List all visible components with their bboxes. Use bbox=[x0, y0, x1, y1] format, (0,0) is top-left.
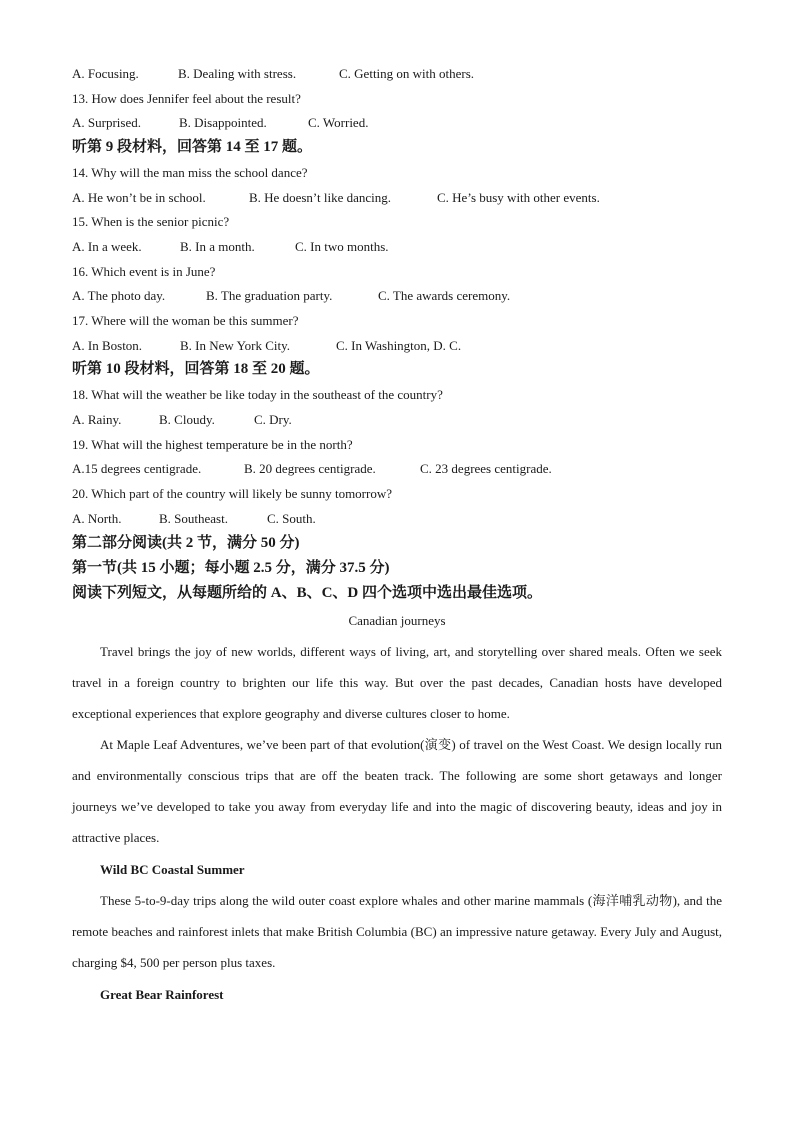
question-16: 16. Which event is in June? bbox=[72, 264, 216, 279]
q12-options bbox=[72, 66, 474, 82]
option-a[interactable]: A. Rainy. bbox=[72, 412, 122, 427]
option-b[interactable]: B. The graduation party. bbox=[206, 288, 333, 303]
option-a[interactable]: A. Surprised. bbox=[72, 115, 141, 130]
option-c[interactable]: C. 23 degrees centigrade. bbox=[420, 461, 552, 476]
option-a[interactable]: A. In Boston. bbox=[72, 338, 143, 353]
option-c[interactable]: C. Dry. bbox=[254, 412, 292, 427]
question-18: 18. What will the weather be like today in the southeast of the country? bbox=[72, 387, 443, 402]
option-a[interactable]: A. The photo day. bbox=[72, 288, 166, 303]
question-17: 17. Where will the woman be this summer? bbox=[72, 313, 299, 328]
q18-options bbox=[72, 412, 292, 428]
option-c[interactable]: C. South. bbox=[267, 511, 316, 526]
passage-paragraph-2: At Maple Leaf Adventures, we’ve been part of that evolution(演变) of travel on the West Coast. We design locally run and environmentally conscious trips that are off the beaten track. The following are some short getaways and longer journeys we’ve developed to take you away from everyday life and into the magic of discovering beauty, ideas and joy in attractive places. bbox=[72, 737, 722, 845]
reading-instruction: 阅读下列短文，从每题所给的 A、B、C、D 四个选项中选出最佳选项。 bbox=[72, 585, 543, 601]
q13-options bbox=[72, 115, 368, 131]
option-b[interactable]: B. 20 degrees centigrade. bbox=[244, 461, 376, 476]
option-a[interactable]: A. He won’t be in school. bbox=[72, 190, 206, 205]
option-c[interactable]: C. He’s busy with other events. bbox=[437, 190, 600, 205]
q15-options bbox=[72, 239, 389, 255]
option-b[interactable]: B. In New York City. bbox=[180, 338, 291, 353]
option-a[interactable]: A.15 degrees centigrade. bbox=[72, 461, 202, 476]
part-2-heading: 第二部分阅读(共 2 节，满分 50 分) bbox=[72, 535, 300, 551]
option-c[interactable]: C. In two months. bbox=[295, 239, 389, 254]
q14-options bbox=[72, 190, 600, 206]
part-2-section-1-heading: 第一节(共 15 小题；每小题 2.5 分，满分 37.5 分) bbox=[72, 560, 390, 576]
passage-paragraph-3: These 5-to-9-day trips along the wild outer coast explore whales and other marine mammals (海洋哺乳动物), and the remote beaches and rainforest inlets that make British Columbia (BC) an impressive nature getaway. Every July and August, charging $4, 500 per person plus taxes. bbox=[72, 893, 722, 970]
question-13: 13. How does Jennifer feel about the result? bbox=[72, 91, 301, 106]
passage-paragraph-1: Travel brings the joy of new worlds, different ways of living, art, and storytelling over shared meals. Often we seek travel in a foreign country to brighten our life this way. But over the past decades, Canadian hosts have developed exceptional experiences that explore geography and diverse cultures closer to home. bbox=[72, 644, 722, 721]
section-9-heading: 听第 9 段材料，回答第 14 至 17 题。 bbox=[72, 139, 313, 155]
passage-title: Canadian journeys bbox=[348, 613, 446, 628]
option-b[interactable]: B. Southeast. bbox=[159, 511, 228, 526]
option-c[interactable]: C. Worried. bbox=[308, 115, 369, 130]
question-15: 15. When is the senior picnic? bbox=[72, 214, 230, 229]
section-10-heading: 听第 10 段材料，回答第 18 至 20 题。 bbox=[72, 361, 320, 377]
q16-options bbox=[72, 288, 510, 304]
option-b[interactable]: B. Cloudy. bbox=[159, 412, 215, 427]
option-c[interactable]: C. The awards ceremony. bbox=[378, 288, 511, 303]
option-a[interactable]: A. North. bbox=[72, 511, 122, 526]
question-20: 20. Which part of the country will likely be sunny tomorrow? bbox=[72, 486, 392, 501]
option-b[interactable]: B. He doesn’t like dancing. bbox=[249, 190, 392, 205]
option-b[interactable]: B. Dealing with stress. bbox=[178, 66, 297, 81]
question-14: 14. Why will the man miss the school dance? bbox=[72, 165, 308, 180]
q19-options bbox=[72, 461, 552, 477]
option-b[interactable]: B. In a month. bbox=[180, 239, 255, 254]
option-c[interactable]: C. Getting on with others. bbox=[339, 66, 475, 81]
question-19: 19. What will the highest temperature be in the north? bbox=[72, 437, 353, 452]
subheading-wild-bc-coastal-summer: Wild BC Coastal Summer bbox=[100, 862, 245, 877]
subheading-great-bear-rainforest: Great Bear Rainforest bbox=[100, 987, 224, 1002]
option-a[interactable]: A. Focusing. bbox=[72, 66, 139, 81]
q20-options bbox=[72, 511, 316, 527]
q17-options bbox=[72, 338, 461, 354]
option-c[interactable]: C. In Washington, D. C. bbox=[336, 338, 462, 353]
option-b[interactable]: B. Disappointed. bbox=[179, 115, 267, 130]
option-a[interactable]: A. In a week. bbox=[72, 239, 142, 254]
